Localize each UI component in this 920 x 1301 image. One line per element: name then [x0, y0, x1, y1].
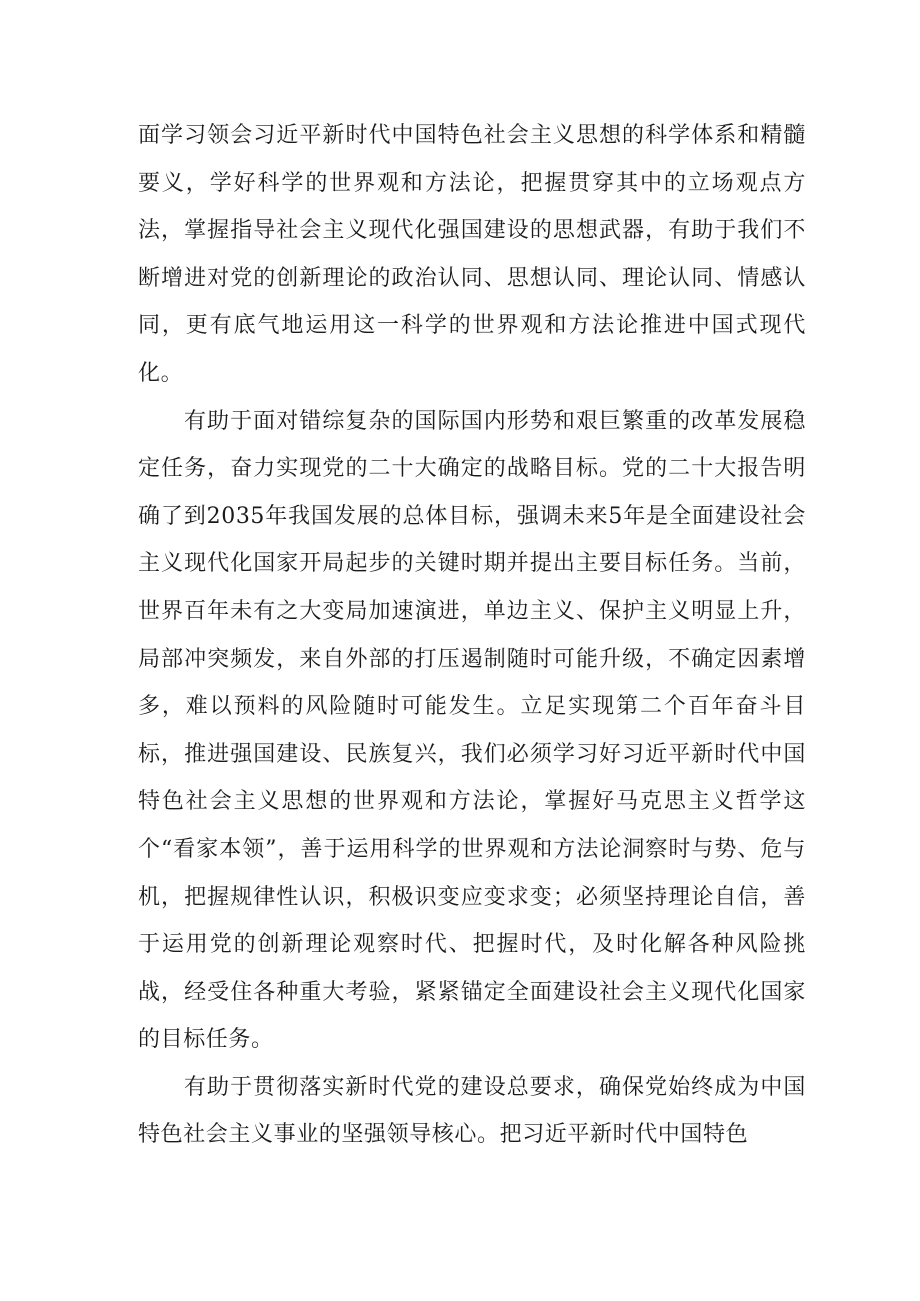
- paragraph-1: 面学习领会习近平新时代中国特色社会主义思想的科学体系和精髓要义，学好科学的世界观和方法论，把握贯穿其中的立场观点方法，掌握指导社会主义现代化强国建设的思想武器，有助于我们不断增进对党的创新理论的政治认同、思想认同、理论认同、情感认同，更有底气地运用这一科学的世界观和方法论推进中国式现代化。: [138, 123, 806, 386]
- paragraph-3: 有助于贯彻落实新时代党的建设总要求，确保党始终成为中国特色社会主义事业的坚强领导核心。把习近平新时代中国特色: [138, 1074, 806, 1148]
- paragraph-2: 有助于面对错综复杂的国际国内形势和艰巨繁重的改革发展稳定任务，奋力实现党的二十大确定的战略目标。党的二十大报告明确了到2035年我国发展的总体目标，强调未来5年是全面建设社会主义现代化国家开局起步的关键时期并提出主要目标任务。当前，世界百年未有之大变局加速演进，单边主义、保护主义明显上升，局部冲突频发，来自外部的打压遏制随时可能升级，不确定因素增多，难以预料的风险随时可能发生。立足实现第二个百年奋斗目标，推进强国建设、民族复兴，我们必须学习好习近平新时代中国特色社会主义思想的世界观和方法论，掌握好马克思主义哲学这个“看家本领”，善于运用科学的世界观和方法论洞察时与势、危与机，把握规律性认识，积极识变应变求变；必须坚持理论自信，善于运用党的创新理论观察时代、把握时代，及时化解各种风险挑战，经受住各种重大考验，紧紧锚定全面建设社会主义现代化国家的目标任务。: [138, 408, 806, 1053]
- document-body: [138, 112, 806, 1159]
